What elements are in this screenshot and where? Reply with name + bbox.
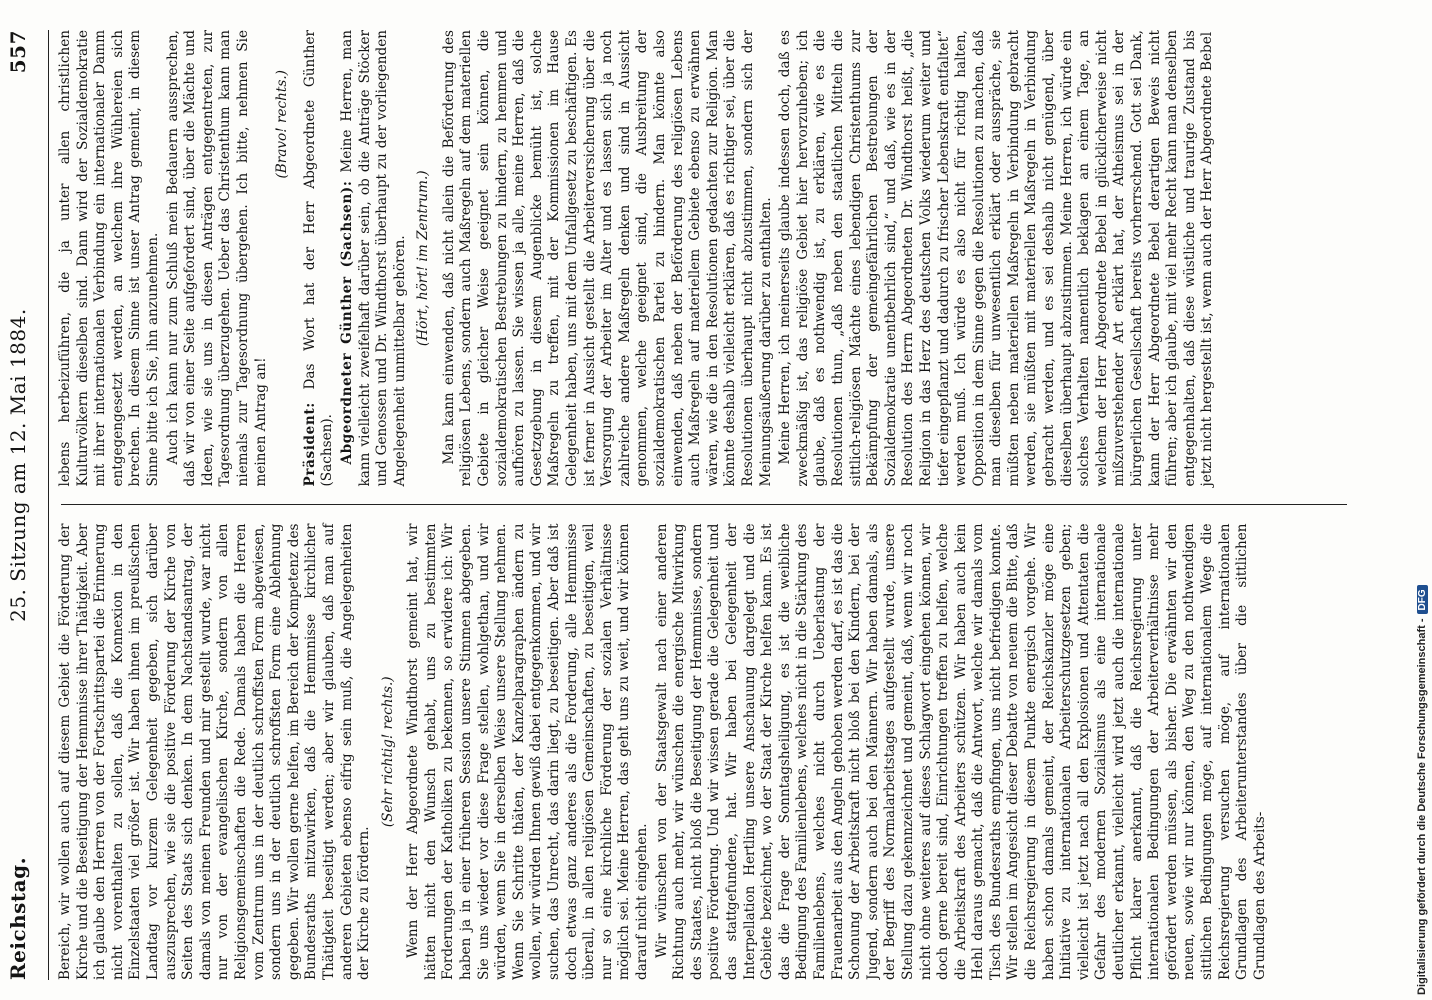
dfg-logo: DFG [1417, 585, 1428, 614]
speaker-name: Präsident: [301, 402, 318, 487]
page-number: 557 [6, 30, 30, 74]
interjection: (Hört, hört! im Zentrum.) [415, 170, 432, 347]
paragraph: Wenn der Herr Abgeordnete Windthorst gemeint hat, wir hätten nicht den Wunsch gehabt, uns zu bestimmten Forderungen der Katholiken zu bekennen, so erwidere ich: Wir haben ja in einer früheren Session unsere Stimmen abgegeben. Sie uns wieder vor diese Frage stellen, wohlgethan, und wir würden, wenn Sie in derselben Weise unsere Stellung nehmen. Wenn Sie Schritte thäten, der Kanzelparagraphen ändern zu wollen, wir würden Ihnen gewiß dabei entgegenkommen, und wir suchen, das Unrecht, das darin liegt, zu beseitigen. Aber daß ist doch etwas ganz anderes als die Forderung, alle Hemmnisse überall, in allen religiösen Gemeinschaften, zu beseitigen, weil nur so eine kirchliche Förderung der sozialen Verhältnisse möglich sei. Meine Herren, das geht uns zu weit, und wir können darauf nicht eingehen. [405, 523, 650, 980]
speech-text: Das Wort hat der Herr Abgeordnete Günther (Sachsen). [301, 30, 336, 487]
speaker-paragraph [339, 30, 409, 487]
paragraph: Bereich, wir wollen auch auf diesem Gebiet die Förderung der Kirche und die Beseitigung der Hemmnisse ihrer Thätigkeit. Aber ich glaube den Herren von der Fortschrittspartei die Erinnerung nicht vorenthalten zu sollen, daß die Konnexion in den Einzelstaaten viel größer ist. Wir haben ihnen im preußischen Landtag vor kurzem Gelegenheit gegeben, sich darüber auszusprechen, wie sie die positive Förderung der Kirche von Seiten des Staats sich denken. In dem Nachstandsantrag, der damals von meinen Freunden und mir gestellt wurde, war nicht nur von der evangelischen Kirche, sondern von allen Religionsgemeinschaften die Rede. Damals haben die Herren vom Zentrum uns in der deutlich schroffsten Form abgewiesen, sondern uns in der deutlich schroffsten Form eine Ablehnung gegeben. Wir wollen gerne helfen, im Bereich der Kompetenz des Bundesraths mitzuwirken, daß die Hemmnisse kirchlicher Thätigkeit beseitigt werden; aber wir glauben, daß man auf anderen Gebieten ebenso eifrig sein muß, die Angelegenheiten der Kirche zu fördern. [57, 523, 373, 980]
speech-text: Meine Herren, man kann vielleicht zweifelhaft darüber sein, ob die Anträge Stöcker und Genossen und Dr. Windthorst überhaupt zu der vorliegenden Angelegenheit unmittelbar gehören. [338, 30, 408, 487]
speaker-paragraph [302, 30, 337, 487]
session-date: 25. Sitzung am 12. Mai 1884. [6, 308, 30, 622]
digitization-credit [1410, 0, 1432, 1000]
publication-title: Reichstag. [6, 856, 30, 980]
credit-text: Digitalisierung gefördert durch die Deutsche Forschungsgemeinschaft - [1416, 618, 1428, 995]
interjection: (Bravo! rechts.) [274, 70, 291, 179]
left-column [57, 506, 1347, 981]
paragraph: Meine Herren, ich meinerseits glaube indessen doch, daß es zweckmäßig ist, das religiöse Gebiet hier hervorzuheben; ich glaube, daß es nothwendig ist, zu erklären, wie es die Resolutionen thun, „daß neben den staatlichen Mitteln die sittlich-religiösen Mächte eines lebendigen Christenthums zur Bekämpfung der gemeingefährlichen Bestrebungen der Sozialdemokratie unentbehrlich sind,“ und daß, wie es in der Resolution des Herrn Abgeordneten Dr. Windthorst heißt, „die Religion in das Herz des deutschen Volks wiederum weiter und tiefer eingepflanzt und dadurch zu frischer Lebenskraft entfaltet“ werden muß. Ich würde es also nicht für richtig halten, Opposition in dem Sinne gegen die Resolutionen zu machen, daß man dieselben für unwesentlich erklärt oder ausspräche, sie müßten neben materiellen Maßregeln in Verbindung gebracht werden, sie müßten mit materiellen Maßregeln in Verbindung gebracht werden, und es sei deshalb nicht genügend, über dieselben überhaupt abzustimmen. Meine Herren, ich würde ein solches Verhalten namentlich beklagen an einem Tage, an welchem der Herr Abgeordnete Bebel in glücklicherweise nicht mißzuverstehender Art erklärt hat, der Atheismus sei in der bürgerlichen Gesellschaft bereits vorherrschend. Gott sei Dank, kann der Herr Abgeordnete Bebel derartigen Beweis nicht führen; aber ich glaube, mit viel mehr Recht kann man denselben entgegenhalten, daß diese wüstliche und traurige Zustand bis jetzt nicht hergestellt ist, wenn auch der Herr Abgeordnete Bebel [777, 30, 1216, 487]
column-divider [61, 505, 1347, 506]
interjection: (Sehr richtig! rechts.) [379, 676, 396, 828]
right-column [57, 30, 1347, 505]
paragraph: Man kann einwenden, daß nicht allein die Beförderung des religiösen Lebens, sondern auch Maßregeln auf dem materiellen Gebiete in gleicher Weise geeignet sein können, die sozialdemokratischen Bestrebungen zu hindern, zu hemmen und aufhören zu lassen. Sie wissen ja alle, meine Herren, daß die Gesetzgebung in diesem Augenblicke bemüht ist, solche Maßregeln zu treffen, mit der Kommissionen im Hause Gelegenheit haben, uns mit dem Unfallgesetz zu beschäftigen. Es ist ferner in Aussicht gestellt die Arbeiterversicherung über die Versorgung der Arbeiter im Alter und es lassen sich ja noch zahlreiche andere Maßregeln denken und sind in Aussicht genommen, welche geeignet sind, die Ausbreitung der sozialdemokratischen Partei zu hindern. Man könnte also einwenden, daß neben der Beförderung des religiösen Lebens auch Maßregeln auf materiellem Gebiete ebenso zu erwähnen wären, wie die in den Resolutionen gedachten zur Religion. Man könnte deshalb vielleicht erklären, daß es richtiger sei, über die Resolutionen überhaupt nicht abzustimmen, sondern sich der Meinungsäußerung darüber zu enthalten. [440, 30, 774, 487]
speaker-name: Abgeordneter Günther (Sachsen): [338, 180, 355, 465]
paragraph: lebens herbeizuführen, die ja unter allen christlichen Kulturvölkern dieselben sind. Dann wird der Sozialdemokratie mit ihrer internationalen Verbindung ein internationaler Damm entgegengesetzt werden, an welchem ihre Wühlereien sich brechen. In diesem Sinne ist unser Antrag gemeint, in diesem Sinne bitte ich Sie, ihn anzunehmen. [57, 30, 161, 487]
running-head [6, 30, 49, 980]
text-columns [57, 30, 1347, 980]
paragraph: Auch ich kann nur zum Schluß mein Bedauern aussprechen, daß wir von einer Seite aufgefordert sind, über die Mächte und Ideen, wie sie uns in diesen Anträgen entgegentreten, zur Tagesordnung überzugehen. Ueber das Christenthum kann man niemals zur Tagesordnung übergehen. Ich bitte, nehmen Sie meinen Antrag an! [164, 30, 269, 487]
paragraph: Wir wünschen von der Staatsgewalt nach einer anderen Richtung auch mehr, wir wünschen die energische Mitwirkung des Staates, nicht bloß die Beseitigung der Hemmnisse, sondern positive Förderung. Und wir wissen gerade die Gelegenheit und das stattgefundene, hat. Wir haben bei Gelegenheit der Interpellation Hertling unsere Anschauung dargelegt und die Gebiete bezeichnet, wo der Staat der Kirche helfen kann. Es ist das die Frage der Sonntagsheiligung, es ist die weibliche Bedingung des Familienlebens, welches nicht in die Stärkung des Familienlebens, welches nicht durch Ueberlastung der Frauenarbeit aus den Angeln gehoben werden darf, es ist das die Schonung der Arbeitskraft nicht bloß bei den Kindern, bei der Jugend, sondern auch bei den Männern. Wir haben damals, als der Begriff des Normalarbeitstages aufgestellt wurde, unsere Stellung dazu gekennzeichnet und gemeint, daß, wenn wir noch nicht ohne weiteres auf dieses Schlagwort eingehen können, wir doch gerne bereit sind, Einrichtungen treffen zu helfen, welche die Arbeitskraft des Arbeiters schützen. Wir haben auch kein Hehl daraus gemacht, daß die Antwort, welche wir damals vom Tisch des Bundesraths empfingen, uns nicht befriedigen konnte. Wir stellen im Angesicht dieser Debatte von neuem die Bitte, daß die Reichsregierung in diesem Punkte energisch vorgehe. Wir haben schon damals gemeint, der Reichskanzler möge eine Initiative zu internationalen Arbeiterschutzgesetzen geben; vielleicht ist jetzt nach all den Explosionen und Attentaten die Gefahr des modernen Sozialismus als eine internationale deutlicher erkannt, vielleicht wird jetzt auch die internationale Pflicht klarer anerkannt, daß die Reichsregierung unter internationalen Bedingungen der Arbeiterverhältnisse mehr gefördert werden müssen, als bisher. Die erwähnten wir den neuen, sowie wir nur können, den Weg zu den nothwendigen sittlichen Bedingungen möge, auf internationalem Wege die Reichsregierung versuchen möge, auf internationalen Grundlagen des Arbeiterunterstandes über die sittlichen Grundlagen des Arbeits- [653, 523, 1268, 980]
